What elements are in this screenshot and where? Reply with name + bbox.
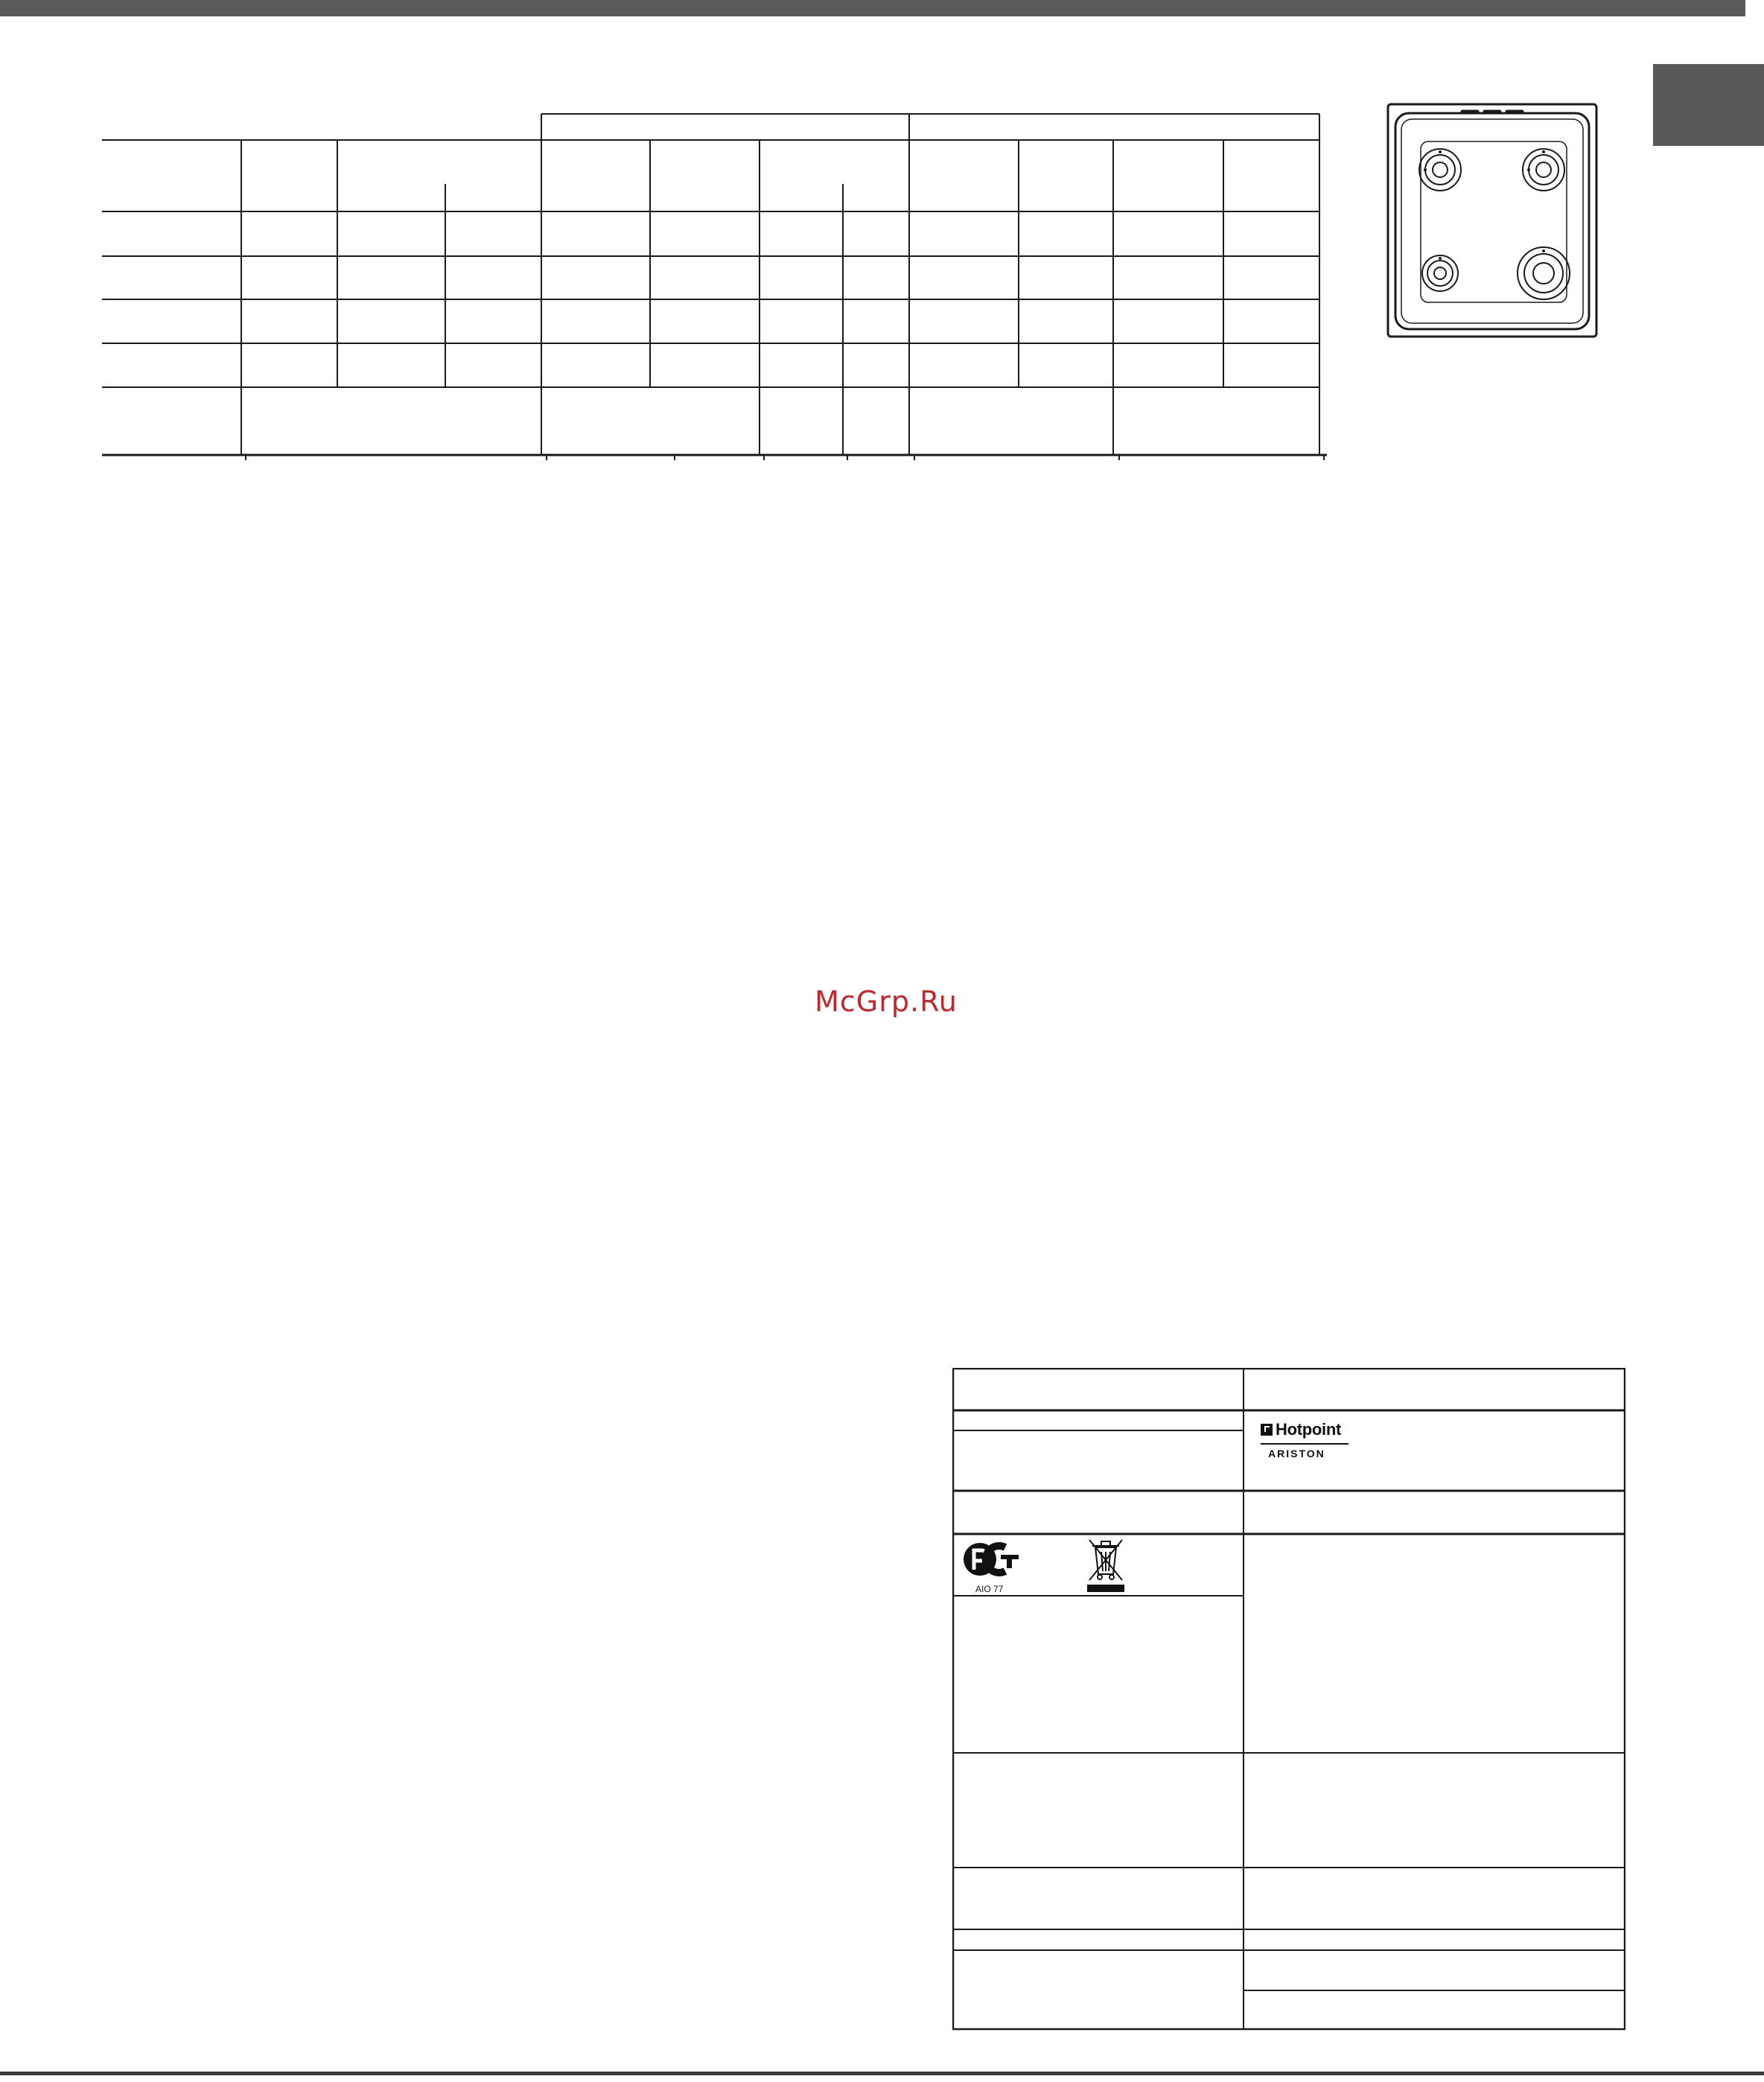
watermark-text: McGrp.Ru <box>815 985 958 1018</box>
weee-crossed-bin-icon <box>1085 1535 1127 1594</box>
footer-rule <box>0 2072 1764 2075</box>
hotpoint-logo-icon <box>1261 1420 1350 1459</box>
brand-sub: ARISTON <box>1268 1448 1325 1459</box>
brand-name: Hotpoint <box>1276 1420 1342 1439</box>
certification-code: AIO 77 <box>975 1584 1004 1594</box>
pct-certification-icon <box>964 1535 1020 1585</box>
hob-top-view-icon <box>1386 103 1598 338</box>
hotpoint-mark-icon <box>1261 1424 1273 1436</box>
logo-divider <box>1261 1443 1349 1445</box>
spec-table <box>952 1368 1626 2031</box>
